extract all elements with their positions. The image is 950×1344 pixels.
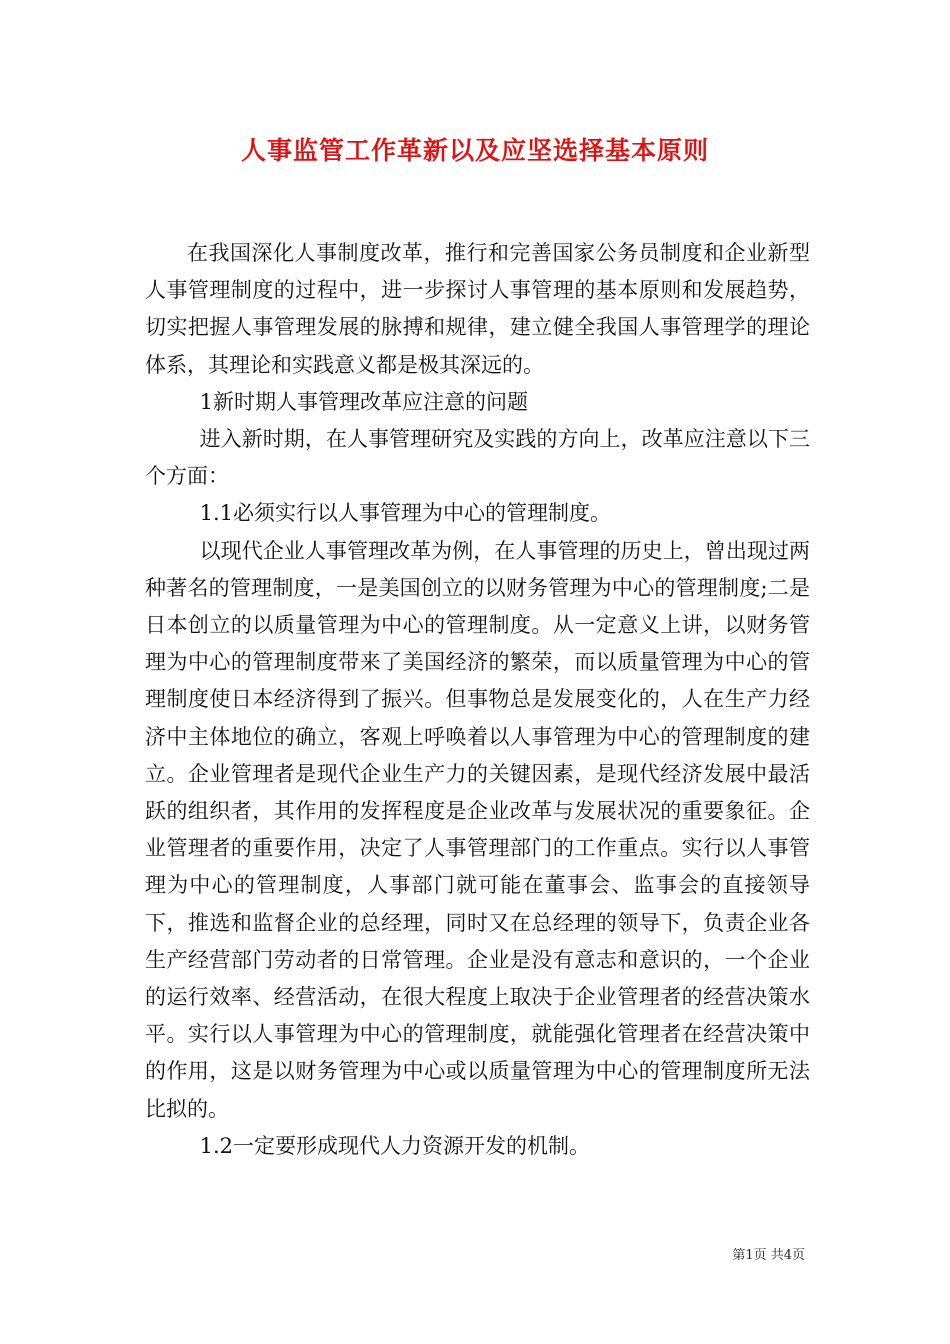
page-number-footer: 第1页 共4页 bbox=[732, 1248, 805, 1263]
subsection-heading-1-1: 1.1必须实行以人事管理为中心的管理制度。 bbox=[199, 501, 611, 526]
section-heading-1: 1新时期人事管理改革应注意的问题 bbox=[199, 389, 528, 414]
document-title: 人事监管工作革新以及应坚选择基本原则 bbox=[240, 136, 709, 165]
section-intro-paragraph: 进入新时期，在人事管理研究及实践的方向上，改革应注意以下三个方面： bbox=[145, 427, 810, 489]
subsection-body-paragraph: 以现代企业人事管理改革为例，在人事管理的历史上，曾出现过两种著名的管理制度，一是美国创立的以财务管理为中心的管理制度;二是日本创立的以质量管理为中心的管理制度。从一定意义上讲，以财务管理为中心的管理制度带来了美国经济的繁荣，而以质量管理为中心的管理制度使日本经济得到了振兴。但事物总是发展变化的，人在生产力经济中主体地位的确立，客观上呼唤着以人事管理为中心的管理制度的建立。企业管理者是现代企业生产力的关键因素，是现代经济发展中最活跃的组织者，其作用的发挥程度是企业改革与发展状况的重要象征。企业管理者的重要作用，决定了人事管理部门的工作重点。实行以人事管理为中心的管理制度，人事部门就可能在董事会、监事会的直接领导下，推选和监督企业的总经理，同时又在总经理的领导下，负责企业各生产经营部门劳动者的日常管理。企业是没有意志和意识的，一个企业的运行效率、经营活动，在很大程度上取决于企业管理者的经营决策水平。实行以人事管理为中心的管理制度，就能强化管理者在经营决策中的作用，这是以财务管理为中心或以质量管理为中心的管理制度所无法比拟的。 bbox=[145, 538, 810, 1121]
document-body bbox=[145, 235, 810, 1165]
intro-paragraph: 在我国深化人事制度改革，推行和完善国家公务员制度和企业新型人事管理制度的过程中，进一步探讨人事管理的基本原则和发展趋势，切实把握人事管理发展的脉搏和规律，建立健全我国人事管理学的理论体系，其理论和实践意义都是极其深远的。 bbox=[145, 241, 810, 377]
subsection-heading-1-2: 1.2一定要形成现代人力资源开发的机制。 bbox=[199, 1133, 590, 1158]
